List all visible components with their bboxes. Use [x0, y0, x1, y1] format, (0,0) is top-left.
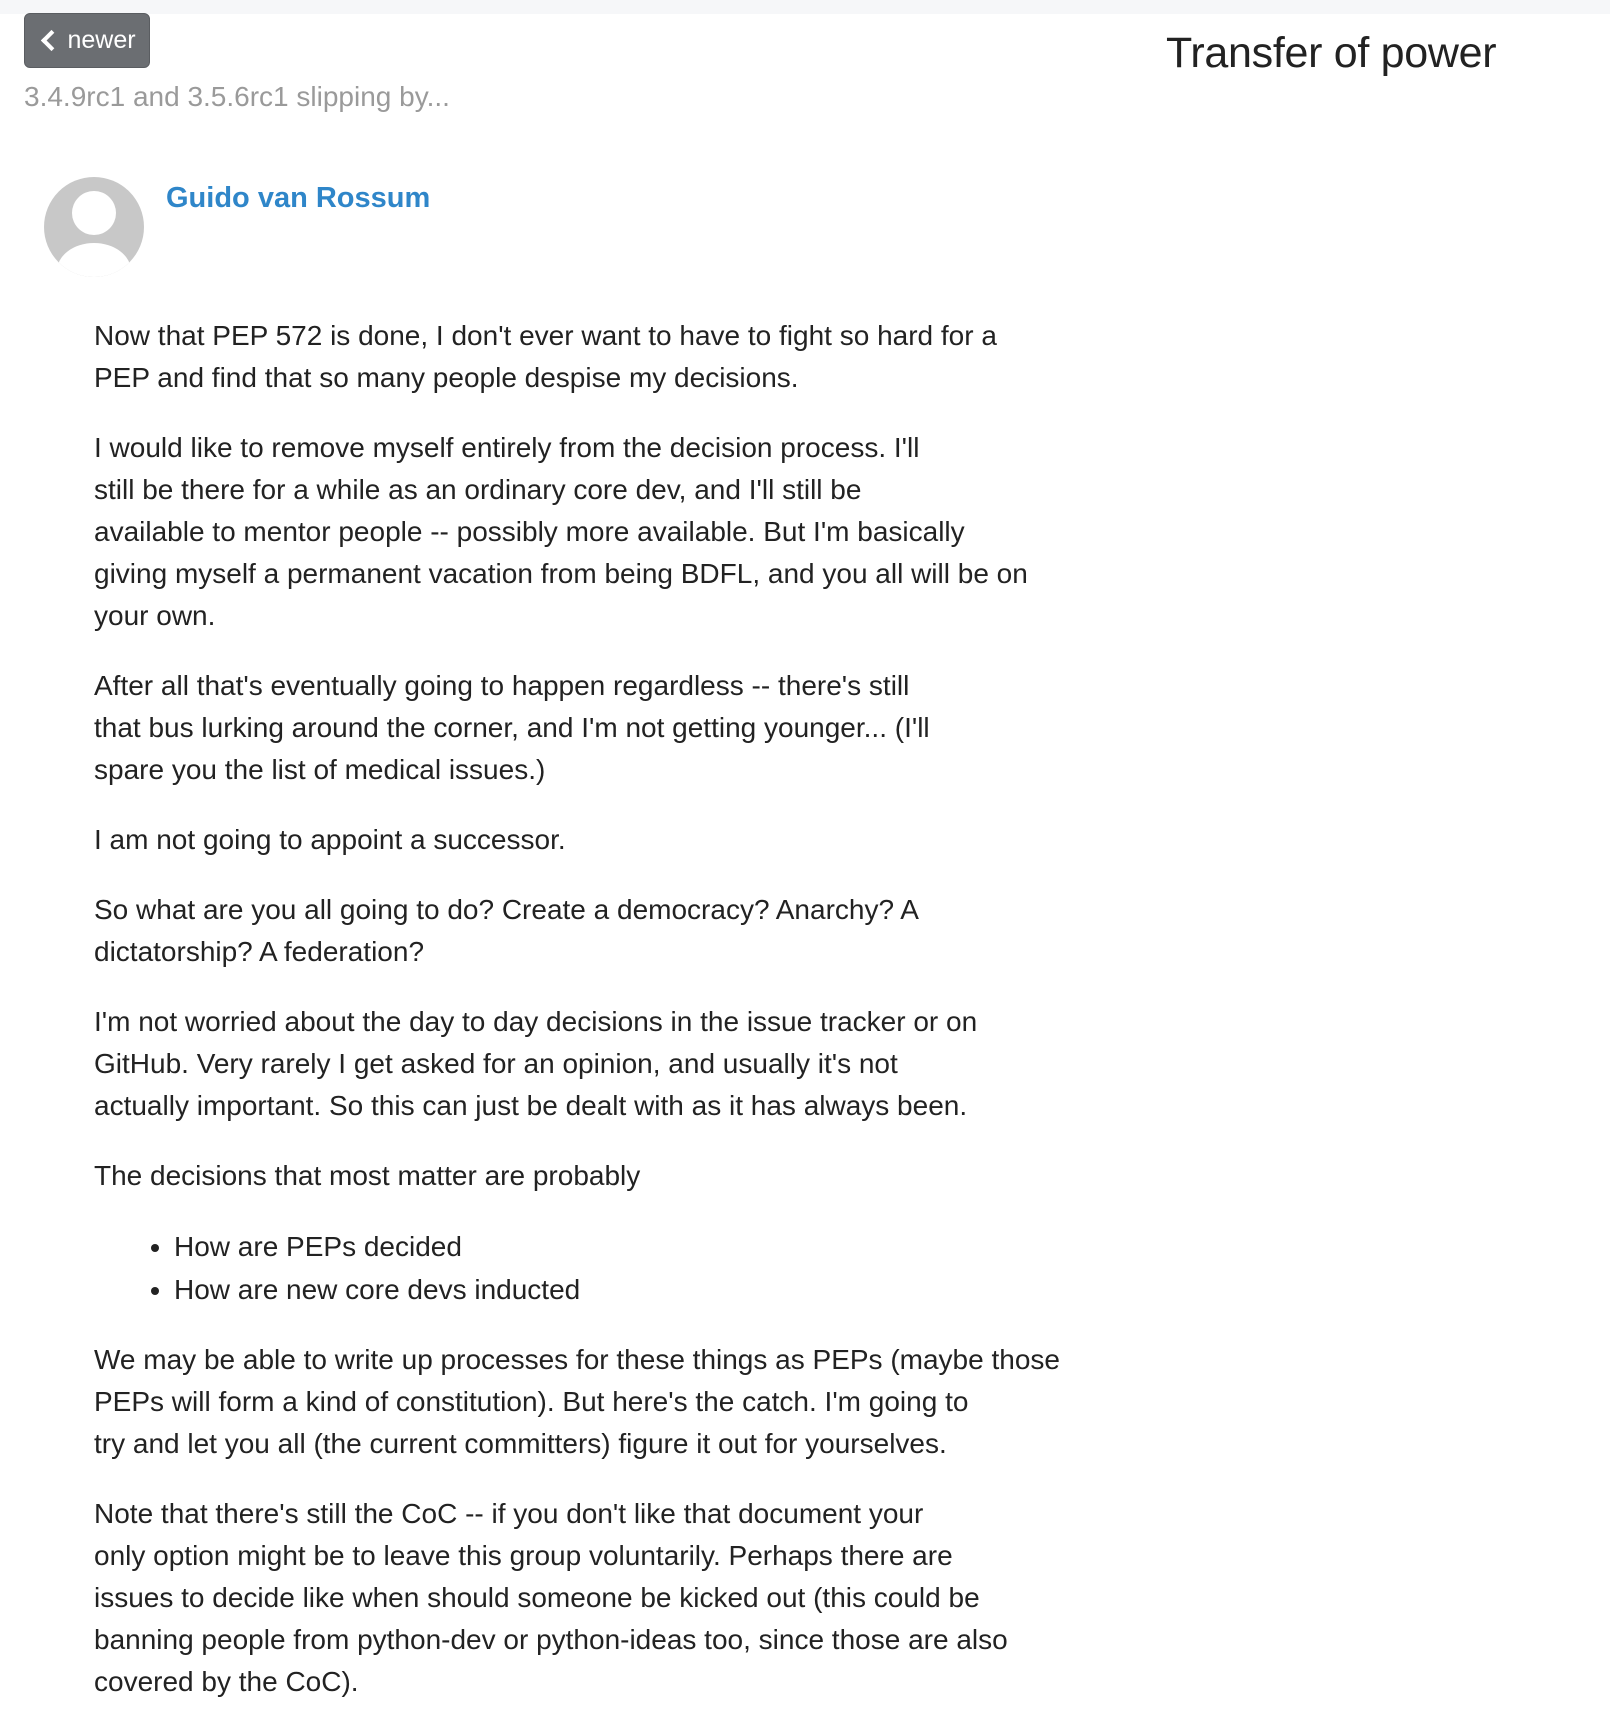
previous-post-link[interactable]: 3.4.9rc1 and 3.5.6rc1 slipping by... [24, 81, 450, 112]
chevron-left-icon [41, 30, 62, 51]
post-paragraph: Now that PEP 572 is done, I don't ever want to have to fight so hard for a PEP and find that so many people despise my decisions. [94, 320, 997, 393]
newer-button[interactable] [24, 13, 150, 68]
post-body [94, 315, 1114, 1731]
decision-list [94, 1225, 1114, 1311]
avatar-shoulders-shape [57, 243, 131, 277]
post-paragraph: I would like to remove myself entirely from the decision process. I'll still be there for a while as an ordinary core dev, and I'll still be available to mentor people -- possibly more available. But I'm basically giving myself a permanent vacation from being BDFL, and you all will be on your own. [94, 432, 1028, 631]
post-paragraph: I am not going to appoint a successor. [94, 824, 566, 855]
avatar-head-shape [72, 191, 116, 235]
post-paragraph: Note that there's still the CoC -- if you don't like that document your only option might be to leave this group voluntarily. Perhaps there are issues to decide like when should someone be kicked out (this could be banning people from python-dev or python-ideas too, since those are also covered by the CoC). [94, 1498, 1008, 1697]
post-paragraph: So what are you all going to do? Create a democracy? Anarchy? A dictatorship? A federation? [94, 894, 919, 967]
list-item: • How are PEPs decided [174, 1225, 1114, 1268]
post-paragraph: We may be able to write up processes for these things as PEPs (maybe those PEPs will form a kind of constitution). But here's the catch. I'm going to try and let you all (the current committers) figure it out for yourselves. [94, 1344, 1060, 1459]
newer-button-label: newer [67, 26, 136, 54]
post-paragraph: The decisions that most matter are probably [94, 1160, 641, 1191]
top-bar [0, 0, 1610, 14]
post-paragraph: I'm not worried about the day to day decisions in the issue tracker or on GitHub. Very rarely I get asked for an opinion, and usually it's not actually important. So this can just be dealt with as it has always been. [94, 1006, 978, 1121]
post-paragraph: After all that's eventually going to happen regardless -- there's still that bus lurking around the corner, and I'm not getting younger... (I'll spare you the list of medical issues.) [94, 670, 930, 785]
list-item: • How are new core devs inducted [174, 1268, 1114, 1311]
thread-title: Transfer of power [1166, 29, 1497, 77]
avatar[interactable] [44, 177, 144, 277]
author-link[interactable]: Guido van Rossum [166, 182, 431, 214]
